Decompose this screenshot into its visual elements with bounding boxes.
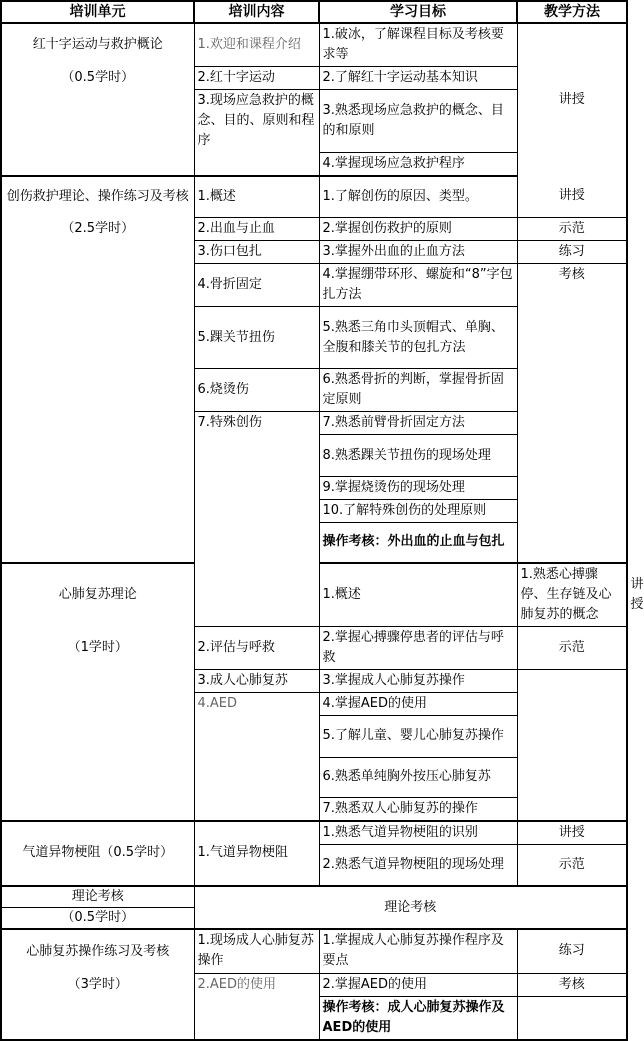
goal-item: 6.熟悉骨折的判断，掌握骨折固定原则 [319,369,517,412]
empty-cell [1,307,194,369]
goal-item: 5.了解儿童、婴儿心肺复苏操作 [319,715,517,757]
content-item: 1.气道异物梗阻 [194,821,319,887]
empty-cell [1,797,194,821]
content-item: 2.出血与止血 [194,218,319,241]
unit-name: 红十字运动与救护概论 [1,23,194,67]
goal-exam-item: 操作考核：外出血的止血与包扎 [319,523,517,563]
empty-cell [1,500,194,523]
goal-item: 2.掌握AED的使用 [319,973,517,996]
goal-item: 1.熟悉气道异物梗阻的识别 [319,821,517,845]
empty-cell [194,996,319,1040]
goal-item: 2.掌握心搏骤停患者的评估与呼救 [319,626,517,669]
empty-cell [1,435,194,477]
goal-item: 4.掌握AED的使用 [319,692,517,715]
unit-name: 气道异物梗阻（0.5学时） [1,821,194,887]
content-item: 2.AED的使用 [194,973,319,996]
method-cell: 示范 [517,626,627,669]
header-content: 培训内容 [194,1,319,23]
method-cell: 示范 [517,844,627,886]
goal-item: 10.了解特殊创伤的处理原则 [319,500,517,523]
unit-hours: （3学时） [1,973,194,996]
content-item: 6.烧烫伤 [194,369,319,412]
unit-hours: （1学时） [1,626,194,669]
content-item: 3.伤口包扎 [194,241,319,264]
goal-item: 1.了解创伤的原因、类型。 [319,176,517,218]
content-item: 3.成人心肺复苏 [194,669,319,692]
empty-cell [1,757,194,797]
content-item: 2.评估与呼救 [194,626,319,669]
method-cell: 讲授 [517,23,627,176]
content-item: 1.概述 [194,176,319,218]
training-schedule-table: 培训单元 培训内容 学习目标 教学方法 红十字运动与救护概论 1.欢迎和课程介绍 1.破冰，了解课程目标及考核要求等 讲授 （0.5学时） 2.红十字运动 2.了解红十字运动基本知识 3.现场应急救护的概念、目的、原则和程序 3.熟悉现场应急救护的概念、目的和原则 4.掌握现场应急救护程序 创伤救护理论、操作练习及考核 1.概述 1.了解创伤的原因、类型。 讲授 （2.5学时） 2.出血与止血 2.掌握创伤救护的原则 示范 3.伤口包扎 3.掌握外出血的止血方法 练习 4.骨折固定 4.掌握绷带环形、螺旋和“8”字包扎方法 考核 5.踝关节扭伤 5.熟悉三角巾头顶帽式、单胸、全腹和膝关节的包扎方法 6.烧烫伤 6.熟悉骨折的判断，掌握骨折固定原则 7.特殊创伤 7.熟悉前臂骨折固定方法 8.熟悉踝关节扭伤的现场处理 9.掌握烧烫伤的现场处理 10.了解特殊创伤的处理原则 操作考核：外出血的止血与包扎 心肺复苏理论 1.概述 1.熟悉心搏骤停、生存链及心肺复苏的概念 讲授 （1学时） 2.评估与呼救 2.掌握心搏骤停患者的评估与呼救 示范 3.成人心肺复苏 3.掌握成人心肺复苏操作 4.AED 4.掌握AED的使用 5.了解儿童、婴儿心肺复苏操作 6.熟悉单纯胸外按压心肺复苏 7.熟悉双人心肺复苏的操作 气道异物梗阻（0.5学时） 1.气道异物梗阻 1.熟悉气道异物梗阻的识别 讲授 2.熟悉气道异物梗阻的现场处理 示范 理论考核 理论考核 （0.5学时） 心肺复苏操作练习及考核 1.现场成人心肺复苏操作 1.掌握成人心肺复苏操作程序及要点 练习 （3学时） 2.AED的使用 2.掌握AED的使用 考核 操作考核：成人心肺复苏操作及AED的使用 [0,0,628,1041]
goal-item: 3.掌握成人心肺复苏操作 [319,669,517,692]
unit-hours: （0.5学时） [1,908,194,930]
empty-cell [1,264,194,307]
goal-item: 2.熟悉气道异物梗阻的现场处理 [319,844,517,886]
goal-item: 3.掌握外出血的止血方法 [319,241,517,264]
goal-item: 1.破冰，了解课程目标及考核要求等 [319,23,517,67]
goal-item: 4.掌握绷带环形、螺旋和“8”字包扎方法 [319,264,517,307]
goal-item: 3.熟悉现场应急救护的概念、目的和原则 [319,90,517,153]
content-item: 2.红十字运动 [194,67,319,90]
goal-item: 2.了解红十字运动基本知识 [319,67,517,90]
goal-item: 5.熟悉三角巾头顶帽式、单胸、全腹和膝关节的包扎方法 [319,307,517,369]
goal-item: 7.熟悉前臂骨折固定方法 [319,412,517,435]
empty-cell [1,996,194,1040]
empty-cell [1,523,194,563]
content-item: 4.AED [194,692,319,821]
content-item: 3.现场应急救护的概念、目的、原则和程序 [194,90,319,153]
content-item: 1.概述 [319,563,517,627]
goal-item: 1.熟悉心搏骤停、生存链及心肺复苏的概念 [517,563,627,627]
goal-item: 2.掌握创伤救护的原则 [319,218,517,241]
method-cell: 练习 [517,241,627,264]
method-cell: 示范 [517,218,627,241]
unit-hours: （2.5学时） [1,218,194,241]
method-cell: 讲授 [517,176,627,218]
unit-hours: （0.5学时） [1,67,194,90]
goal-item: 8.熟悉踝关节扭伤的现场处理 [319,435,517,477]
empty-cell [517,996,627,1040]
goal-item: 7.熟悉双人心肺复苏的操作 [319,797,517,821]
goal-item: 6.熟悉单纯胸外按压心肺复苏 [319,757,517,797]
method-cell: 练习 [517,929,627,973]
empty-cell [1,369,194,412]
unit-name: 创伤救护理论、操作练习及考核 [1,176,194,218]
unit-name: 心肺复苏操作练习及考核 [1,929,194,973]
empty-cell [1,152,194,176]
empty-cell [1,669,194,692]
empty-cell [1,241,194,264]
method-cell: 讲授 [517,821,627,845]
content-item: 7.特殊创伤 [194,412,319,627]
content-item: 4.骨折固定 [194,264,319,307]
empty-cell [517,669,627,821]
empty-cell [1,477,194,500]
method-cell: 考核 [517,973,627,996]
goal-item: 4.掌握现场应急救护程序 [319,152,517,176]
content-item: 1.现场成人心肺复苏操作 [194,929,319,973]
content-item: 1.欢迎和课程介绍 [194,23,319,67]
empty-cell [1,715,194,757]
merged-exam-cell: 理论考核 [194,886,627,929]
content-item: 5.踝关节扭伤 [194,307,319,369]
empty-cell [1,412,194,435]
empty-cell [1,692,194,715]
goal-exam-item: 操作考核：成人心肺复苏操作及AED的使用 [319,996,517,1040]
header-goal: 学习目标 [319,1,517,23]
goal-item: 9.掌握烧烫伤的现场处理 [319,477,517,500]
goal-item: 1.掌握成人心肺复苏操作程序及要点 [319,929,517,973]
header-method: 教学方法 [517,1,627,23]
empty-cell [194,152,319,176]
header-unit: 培训单元 [1,1,194,23]
unit-name: 理论考核 [1,886,194,908]
unit-name: 心肺复苏理论 [1,563,194,627]
method-cell: 考核 [517,264,627,563]
header-row [1,1,627,23]
empty-cell [1,90,194,153]
